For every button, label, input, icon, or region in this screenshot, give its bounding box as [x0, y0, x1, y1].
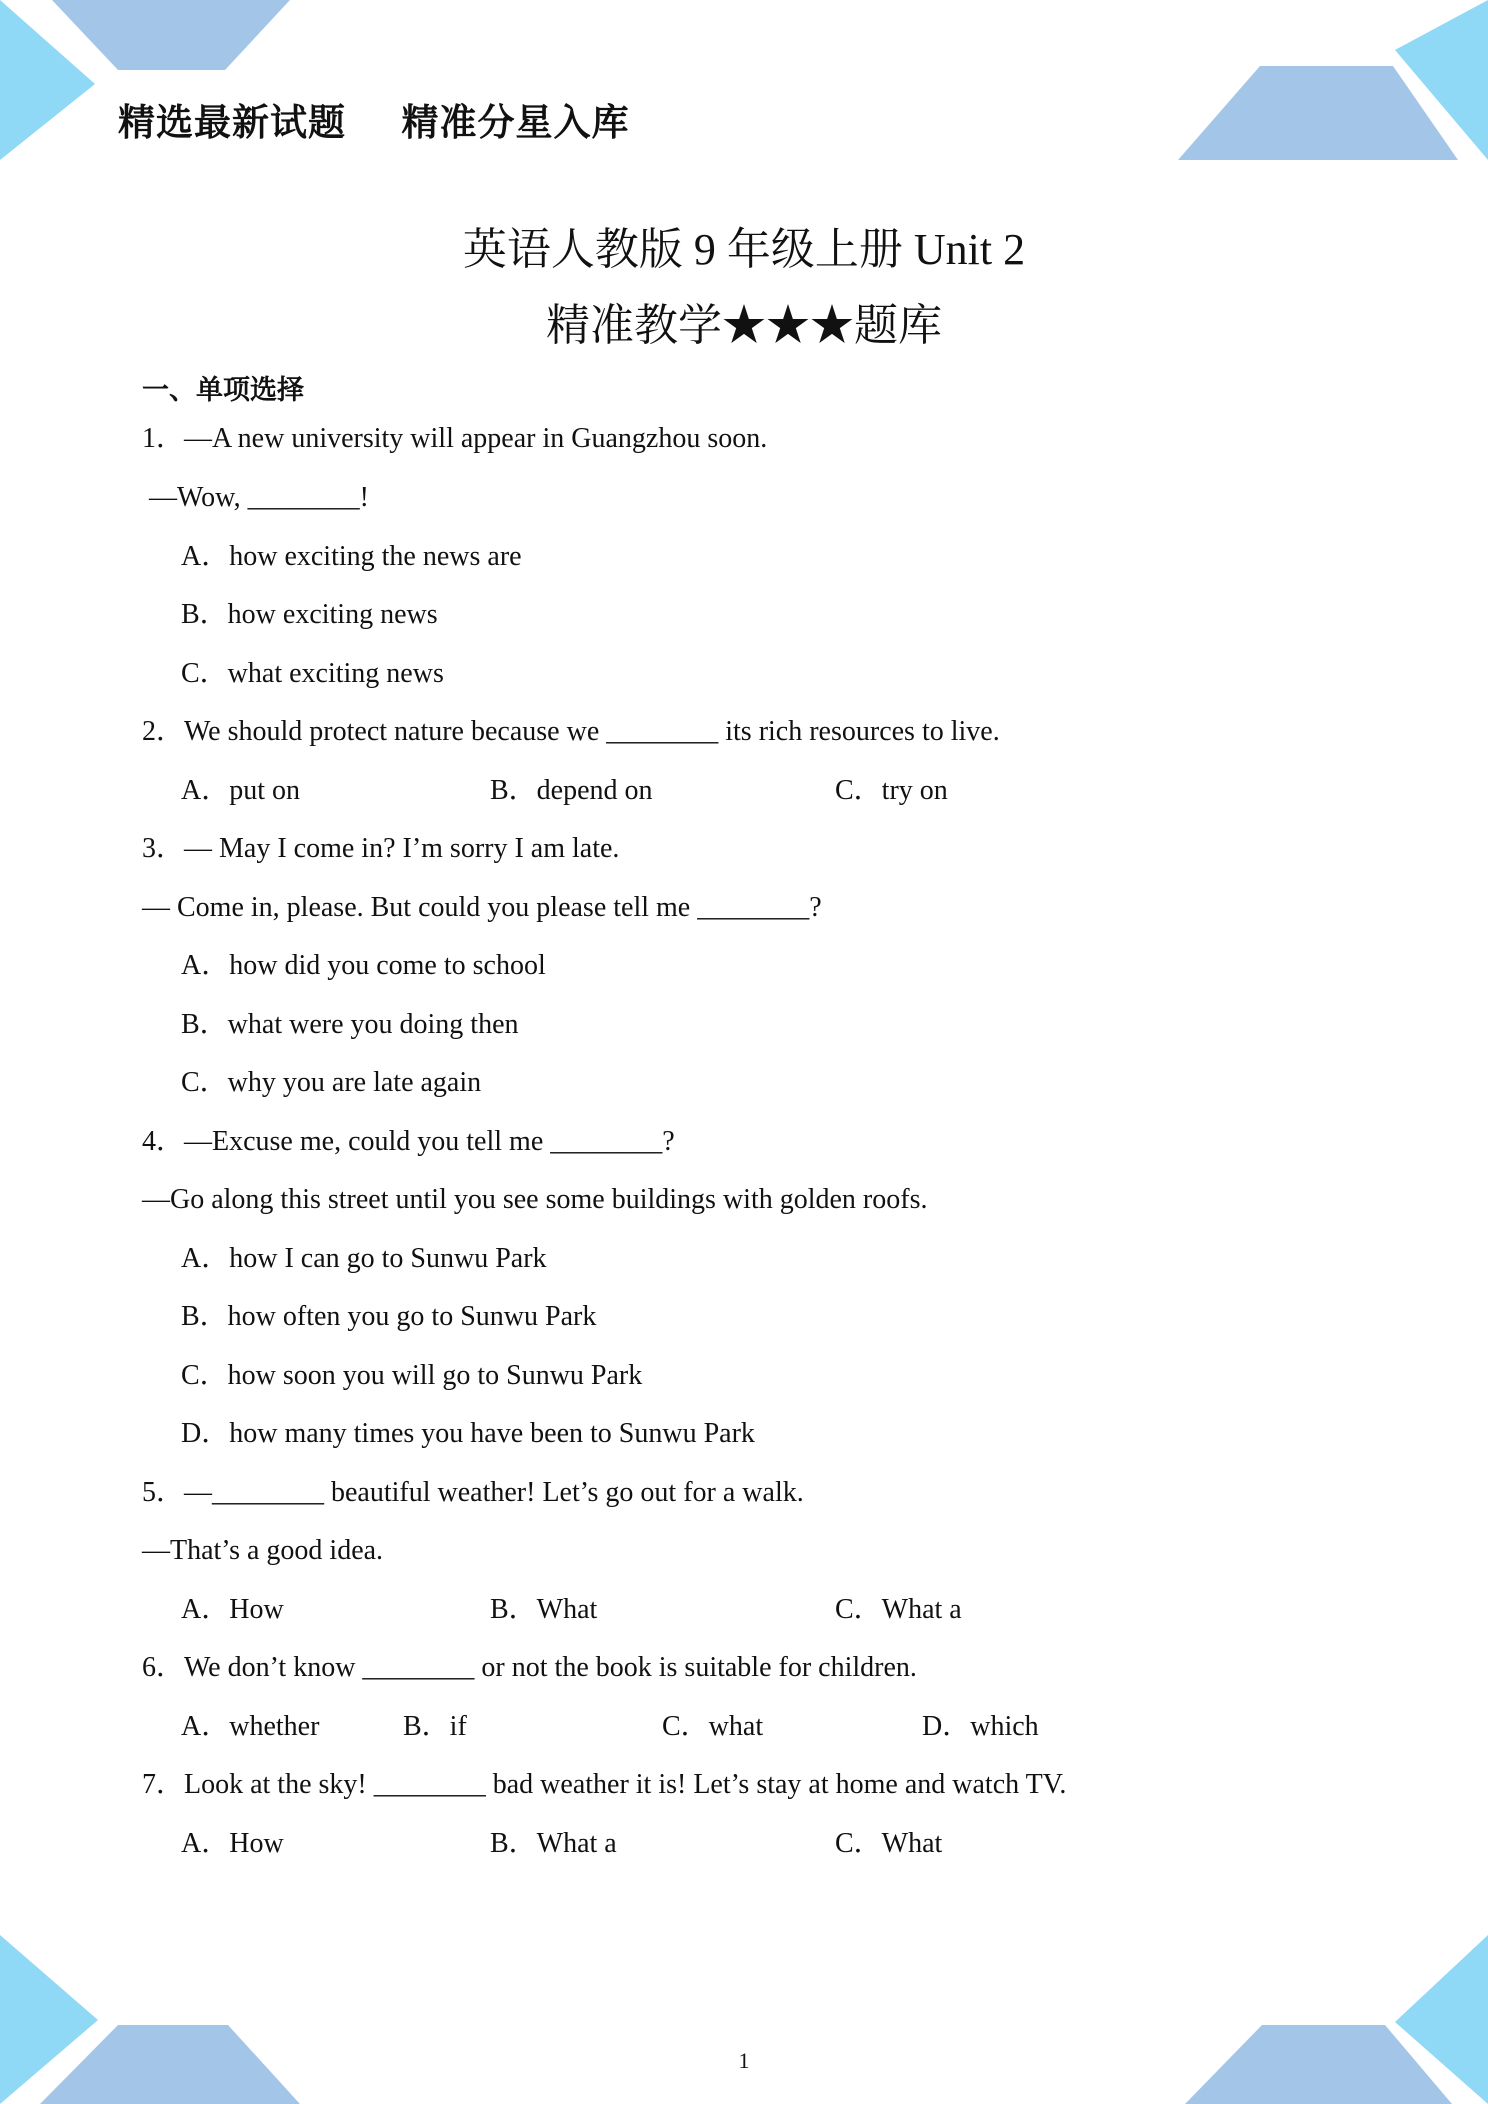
top-right-trapezoid	[1178, 66, 1458, 160]
question-5-option-b: B．What	[490, 1594, 598, 1625]
question-5-line-1: 5．—________ beautiful weather! Let’s go out for a walk.	[142, 1477, 804, 1508]
question-1-option-b: B．how exciting news	[181, 599, 438, 630]
question-4-option-c: C．how soon you will go to Sunwu Park	[181, 1360, 643, 1391]
question-1-option-a: A．how exciting the news are	[181, 541, 522, 572]
question-1-line-2: —Wow, ________!	[142, 482, 369, 513]
question-6-option-d: D．which	[922, 1711, 1039, 1742]
question-2-option-b: B．depend on	[490, 775, 653, 806]
question-4-option-b: B．how often you go to Sunwu Park	[181, 1301, 597, 1332]
question-4-option-d: D．how many times you have been to Sunwu Park	[181, 1418, 755, 1449]
document-subtitle: 精准教学★★★题库	[546, 301, 942, 350]
document-title: 英语人教版 9 年级上册 Unit 2	[462, 225, 1026, 274]
question-7-option-c: C．What	[835, 1828, 943, 1859]
question-5-option-c: C．What a	[835, 1594, 962, 1625]
question-4-option-a: A．how I can go to Sunwu Park	[181, 1243, 547, 1274]
question-3-line-1: 3．— May I come in? I’m sorry I am late.	[142, 833, 620, 864]
question-3-option-c: C．why you are late again	[181, 1067, 482, 1098]
top-left-trapezoid	[52, 0, 290, 70]
question-2-option-a: A．put on	[181, 775, 301, 806]
question-7-line-1: 7．Look at the sky! ________ bad weather it is! Let’s stay at home and watch TV.	[142, 1769, 1067, 1800]
question-5-option-a: A．How	[181, 1594, 284, 1625]
header-banner: 精选最新试题 精准分星入库	[118, 101, 630, 144]
page-number: 1	[738, 2048, 750, 2073]
question-4-line-2: —Go along this street until you see some buildings with golden roofs.	[142, 1184, 928, 1215]
question-6-option-b: B．if	[403, 1711, 467, 1742]
question-6-option-c: C．what	[662, 1711, 764, 1742]
question-3-line-2: — Come in, please. But could you please tell me ________?	[142, 892, 822, 923]
question-6-option-a: A．whether	[181, 1711, 320, 1742]
question-1-option-c: C．what exciting news	[181, 658, 444, 689]
question-7-options	[181, 1828, 943, 1942]
question-3-option-a: A．how did you come to school	[181, 950, 546, 981]
section-heading: 一、单项选择	[142, 375, 304, 406]
question-6-line-1: 6．We don’t know ________ or not the book is suitable for children.	[142, 1652, 917, 1683]
question-2-line-1: 2．We should protect nature because we ________ its rich resources to live.	[142, 716, 1000, 747]
question-5-line-2: —That’s a good idea.	[142, 1535, 384, 1566]
question-1-line-1: 1．—A new university will appear in Guangzhou soon.	[142, 423, 768, 454]
question-2-option-c: C．try on	[835, 775, 948, 806]
question-3-option-b: B．what were you doing then	[181, 1009, 519, 1040]
question-7-option-a: A．How	[181, 1828, 284, 1859]
question-7-option-b: B．What a	[490, 1828, 617, 1859]
question-4-line-1: 4．—Excuse me, could you tell me ________?	[142, 1126, 675, 1157]
